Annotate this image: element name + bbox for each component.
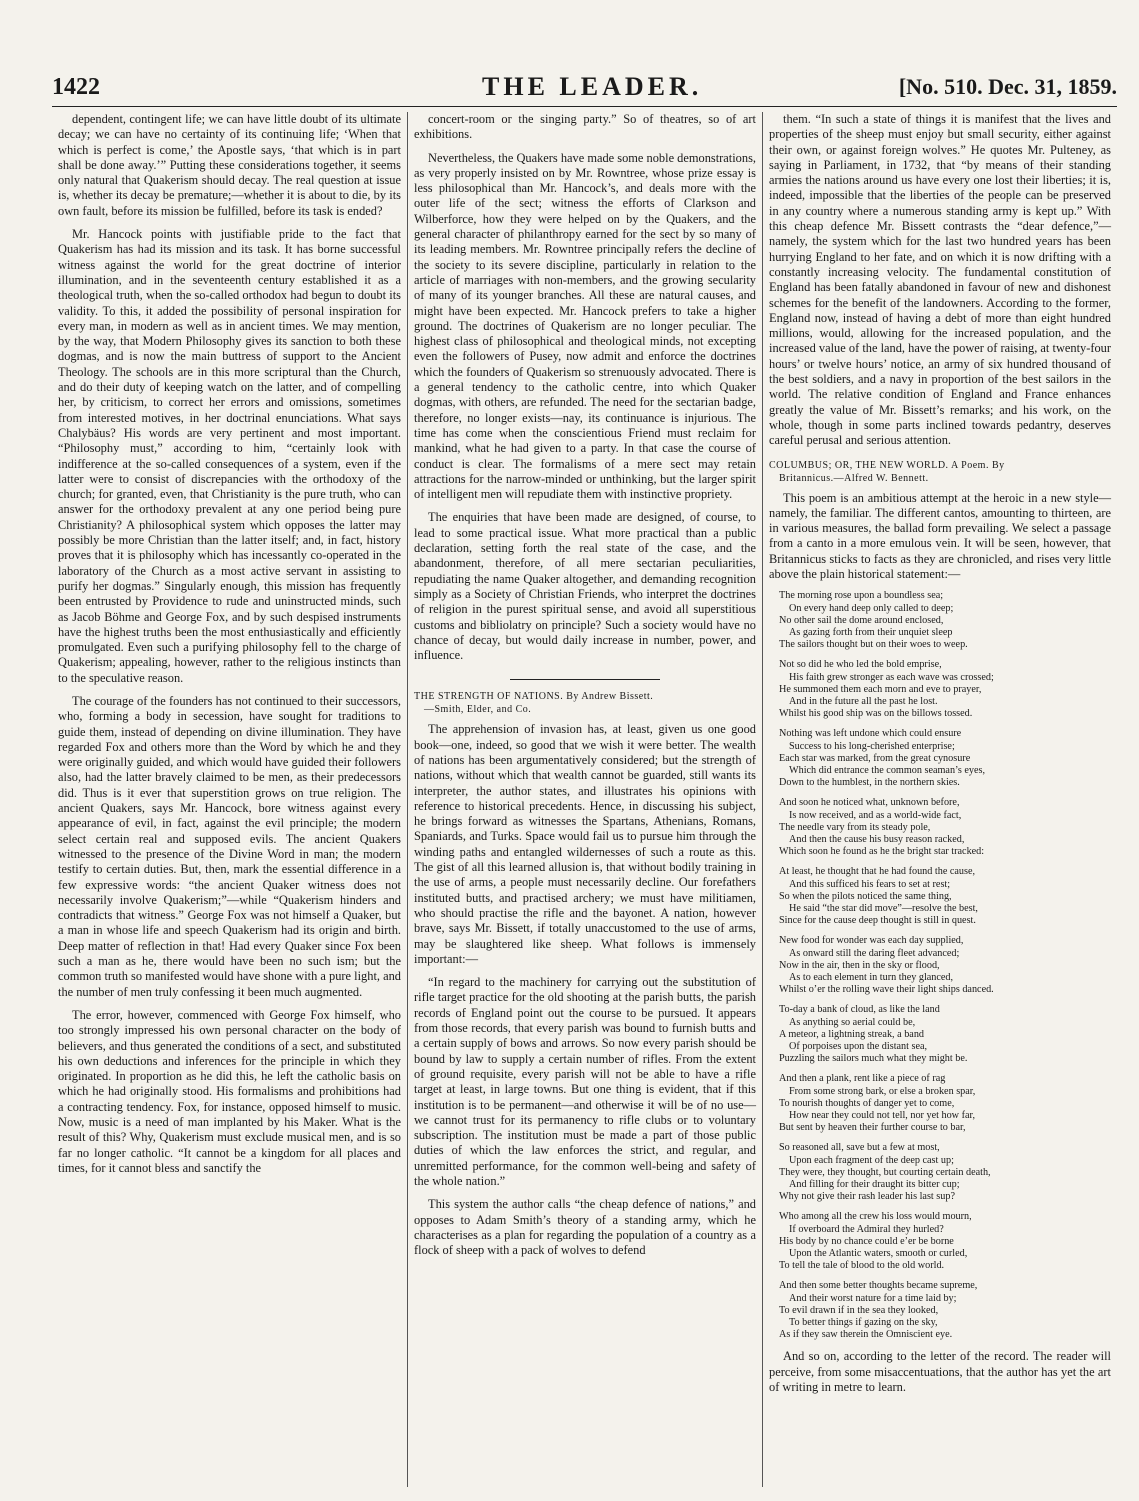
poem-line: To evil drawn if in the sea they looked, <box>779 1304 939 1316</box>
poem-line: The morning rose upon a boundless sea; <box>779 590 944 602</box>
poem-line: Success to his long-cherished enterprise; <box>789 740 955 752</box>
poem-line: Upon each fragment of the deep cast up; <box>789 1154 954 1166</box>
poem-line: And in the future all the past he lost. <box>789 695 938 707</box>
poem-stanza <box>779 935 1111 996</box>
poem-line: Why not give their rash leader his last sup? <box>779 1191 955 1203</box>
review-author: Britannicus.—Alfred W. Bennett. <box>779 472 929 484</box>
poem-line: Who among all the crew his loss would mourn, <box>779 1211 972 1223</box>
poem-line: Upon the Atlantic waters, smooth or curled, <box>789 1248 968 1260</box>
poem-stanza <box>779 866 1111 927</box>
poem-line: And soon he noticed what, unknown before, <box>779 797 960 809</box>
paragraph: The courage of the founders has not continued to their successors, who, forming a body in secession, have sought for traditions to guide them, instead of depending on divine illumination. They have regarded Fox and others more than the Word by which he and they were originally guided, and which would have guided their followers also, had the latter bravely claimed to be men, as their predecessors did. Thus is it ever that superstition grows on true religion. The ancient Quakers, says Mr. Hancock, bore witness against every appearance of evil, in fact, against the evil principle; the modern select certain real and supposed evils. The ancient Quakers witnessed to the presence of the Divine Word in man; the modern testify to certain duties. But, then, mark the essential difference in a few expressive words: “the ancient Quaker witness does not necessarily involve Quakerism;”—while “Quakerism hinders and contradicts that witness.” George Fox was not himself a Quaker, but a man in whose life and speech Quakerism had its origin and birth. Deep matter of reflection in that! Had every Quaker since Fox been such a man as he, there would have been no such ism; but the common truth so manifested would have shone with a pure light, and the number of men truly confessing it been much augmented. <box>58 693 401 999</box>
poem-line: A meteor, a lightning streak, a band <box>779 1028 925 1040</box>
review-title: THE STRENGTH OF NATIONS. By Andrew Bissett. <box>414 691 654 703</box>
paragraph: The error, however, commenced with George Fox himself, who too strongly impressed his own personal character on the body of believers, and thus generated the conditions of a sect, and substituted his own deductions and inferences for the principle in which they originated. In proportion as he did this, he left the catholic basis on which he had originally stood. His formalisms and prohibitions had a contracting tendency. Fox, for instance, opposed himself to music. Now, music is a need of man implanted by his Maker. What is the result of this? Why, Quakerism must exclude musical men, and is so far no longer catholic. “It cannot be a kingdom for all places and times, for it cannot bless and sanctify the <box>58 1007 401 1175</box>
poem-stanza <box>779 728 1111 789</box>
review-title: COLUMBUS; OR, THE NEW WORLD. A Poem. By <box>769 459 1005 471</box>
poem-line: So when the pilots noticed the same thing, <box>779 890 952 902</box>
paragraph: “In regard to the machinery for carrying out the substitution of rifle target practice for the old shooting at the parish butts, the parish records of England point out the course to be pursued. It appears from those records, that every parish was bound to furnish butts and a certain supply of bows and arrows. So now every parish should be bound by law to supply a certain number of rifles. From the extent of ground requisite, every parish will not be able to have a rifle target at least, in large towns. But one thing is evident, that if this institution is to be permanent—and otherwise it will be of no use—we cannot trust for its permanency to rifle clubs or to voluntary subscription. The institution must be made a part of those public duties of which the law enforces the strict, and regular, and unremitted performance, for the common well-being and safety of the whole nation.” <box>414 975 756 1188</box>
poem-line: His body by no chance could e’er be borne <box>779 1235 954 1247</box>
poem-line: Puzzling the sailors much what they might be. <box>779 1053 968 1065</box>
page-header <box>52 72 1117 108</box>
review-publisher: —Smith, Elder, and Co. <box>424 704 532 716</box>
poem-line: How near they could not tell, nor yet how far, <box>789 1110 976 1122</box>
poem-line: Since for the cause deep thought is still in quest. <box>779 915 976 927</box>
poem-line: To tell the tale of blood to the old world. <box>779 1260 945 1272</box>
poem-line: To nourish thoughts of danger yet to come, <box>779 1097 955 1109</box>
column-2 <box>407 112 762 1487</box>
paragraph: Nevertheless, the Quakers have made some noble demonstrations, as very properly insisted on by Mr. Rowntree, whose prize essay is less philosophical than Mr. Hancock’s, and deals more with the outer life of the sect; witness the efforts of Clarkson and Wilberforce, how they were helped on by the Quakers, and the general character of philanthropy earned for the sect by so many of its leading members. Mr. Rowntree principally refers the decline of the society to its severe discipline, particularly in relation to the article of marriages with non-members, and the growing secularity of many of its younger branches. All these are natural causes, and might have been expected. Mr. Hancock prefers to take a higher ground. The doctrines of Quakerism are no longer peculiar. The highest class of philosophical and theological minds, not excepting even the followers of Pusey, now admit and enforce the doctrines which the founders of Quakerism so strenuously advocated. There is a general tendency to the catholic centre, into which Quaker dogmas, with others, are refunded. The need for the sectarian badge, therefore, no longer exists—nay, its continuance is injurious. The time has come when the conscientious Friend must reclaim for mankind, what he had given to a party. In that case the course of conduct is clear. The formalisms of a mere sect may retain attractions for the narrow-minded or unthinking, but the larger spirit of intelligent men will repudiate them with instinctive propriety. <box>414 150 756 502</box>
poem-line: And then some better thoughts became supreme, <box>779 1280 978 1292</box>
poem-line: To-day a bank of cloud, as like the land <box>779 1004 940 1016</box>
issue-info: [No. 510. Dec. 31, 1859. <box>898 74 1117 99</box>
poem-line: Which did entrance the common seaman’s eyes, <box>789 764 986 776</box>
poem-line: If overboard the Admiral they hurled? <box>789 1223 944 1235</box>
poem-line: As anything so aerial could be, <box>789 1016 916 1028</box>
poem-stanza <box>779 1073 1111 1134</box>
poem-line: And then the cause his busy reason racked, <box>789 833 965 845</box>
paragraph: Mr. Hancock points with justifiable pride to the fact that Quakerism has had its mission and its task. It has borne successful witness against the world for the great doctrine of interior illumination, and in the seventeenth century established it as a theological truth, when the so-called orthodox had begun to doubt its validity. To this, it added the possibility of personal inspiration for every man, in modern as well as in ancient times. We may mention, by the way, that Modern Philosophy gives its sanction to both these dogmas, and is now the main buttress of support to the Ancient Theology. The schools are in this more scriptural than the Church, and do their duty of keeping watch on the latter, and of compelling her, by criticism, to correct her errors and omissions, sometimes from interested motives, in her doctrinal enunciations. What says Chalybäus? His words are very pertinent and most important. “Philosophy must,” according to him, “certainly look with indifference at the so-called consequences of a system, even if the latter were to consist of discrepancies with the orthodoxy of the church; for granted, even, that Christianity is the pure truth, who can answer for the orthodoxy prevalent at any one period being pure Christianity? A philosophical system which opposes the latter may possibly be more Christian than the latter itself; and, in fact, history proves that it is philosophy which has incessantly co-operated in the laboratory of the Church as a most active servant in assisting to purify her dogmas.” Singularly enough, this mission has frequently been entrusted by Providence to rude and uninstructed minds, such as Jacob Böhme and George Fox, and by such despised instruments have the highest truths been the most enthusiastically and efficiently promulgated. Even such a purifying philosophy fell to the charge of Quakerism; appealing, however, rather to the religious instincts than to the speculative reason. <box>58 227 401 685</box>
page-number: 1422 <box>52 74 100 100</box>
poem-line: Each star was marked, from the great cynosure <box>779 752 971 764</box>
poem-line: Which soon he found as he the bright star tracked: <box>779 846 985 858</box>
poem-line: He summoned them each morn and eve to prayer, <box>779 683 982 695</box>
poem-stanza <box>779 1211 1111 1272</box>
poem-line: They were, they thought, but courting certain death, <box>779 1166 991 1178</box>
poem-line: So reasoned all, save but a few at most, <box>779 1142 940 1154</box>
poem-stanza <box>779 1142 1111 1203</box>
review-intro: This poem is an ambitious attempt at the heroic in a new style—namely, the familiar. The different cantos, amounting to thirteen, are in various measures, the ballad form prevailing. We select a passage from a canto in a more emulous vein. It will be seen, however, that Britannicus sticks to facts as they are chronicled, and rises very little above the plain historical statement:— <box>769 490 1111 582</box>
poem-line: And filling for their draught its bitter cup; <box>789 1179 960 1191</box>
poem-line: His faith grew stronger as each wave was crossed; <box>789 671 994 683</box>
poem-line: Now in the air, then in the sky or flood, <box>779 959 940 971</box>
poem-line: Of porpoises upon the distant sea, <box>789 1041 928 1053</box>
poem-line: The sailors thought but on their woes to weep. <box>779 639 968 651</box>
column-1 <box>52 112 407 1487</box>
poem-stanza <box>779 590 1111 651</box>
poem-line: As gazing forth from their unquiet sleep <box>789 626 953 638</box>
poem-line: And their worst nature for a time laid by; <box>789 1292 957 1304</box>
poem-line: The needle vary from its steady pole, <box>779 821 931 833</box>
paragraph: The enquiries that have been made are designed, of course, to lead to some practical issue. What more practical than a public declaration, setting forth the real state of the case, and the abandonment, therefore, of all mere sectarian peculiarities, repudiating the name Quaker altogether, and demanding recognition simply as a Society of Christian Friends, who interpret the doctrines of religion in the purest spiritual sense, and avoid all superstitious customs and bibliolatry on principle? Such a society would have no chance of decay, but would daily increase in number, power, and influence. <box>414 510 756 663</box>
poem-line: To better things if gazing on the sky, <box>789 1317 938 1329</box>
poem-stanza <box>779 659 1111 720</box>
poem-line: Whilst o’er the rolling wave their light ships danced. <box>779 984 994 996</box>
poem-line: As if they saw therein the Omniscient eye. <box>779 1329 953 1341</box>
columns <box>52 112 1117 1487</box>
header-rule <box>52 106 1117 107</box>
poem-stanza <box>779 1004 1111 1065</box>
poem-line: Not so did he who led the bold emprise, <box>779 659 942 671</box>
paragraph: dependent, contingent life; we can have little doubt of its ultimate decay; we can have no certainty of its continuing life; ‘When that which is perfect is come,’ the Apostle says, ‘that which is in part shall be done away.’” Putting these considerations together, it seems only natural that Quakerism should decay. The real question at issue is, whether its decay be premature;—whether it is about to die, by its own fault, before its mission be fulfilled, before its task is ended? <box>58 112 401 218</box>
poem-line: And this sufficed his fears to set at rest; <box>789 878 951 890</box>
paragraph: The apprehension of invasion has, at least, given us one good book—one, indeed, so good that we wish it were better. The wealth of nations has been argumentatively considered; but the strength of nations, without which that wealth cannot be guarded, still wants its interpreter, the author states, and illustrates his opinions with reference to historical precedents. Hence, in discussing his subject, he brings forward as witnesses the Spartans, Athenians, Romans, Spaniards, and Turks. Space would fail us to pursue him through the winding paths and entangled wildernesses of such a route as this. The gist of all this learned allusion is, that without bodily training in the use of arms, a people must necessarily decline. Our forefathers instituted butts, and practised archery; we must have militiamen, who should practise the rifle and the bayonet. A nation, however brave, says Mr. Bissett, if totally unaccustomed to the use of arms, may be slaughtered like sheep. What follows is immensely important:— <box>414 722 756 966</box>
poem-line: On every hand deep only called to deep; <box>789 602 954 614</box>
paragraph: concert-room or the singing party.” So of theatres, so of art exhibitions. <box>414 112 756 142</box>
poem-line: As onward still the daring fleet advanced; <box>789 947 960 959</box>
review-closing: And so on, according to the letter of the record. The reader will perceive, from some misaccentuations, that the author has yet the art of writing in metre to learn. <box>769 1349 1111 1395</box>
poem-line: Whilst his good ship was on the billows tossed. <box>779 708 973 720</box>
poem-line: From some strong bark, or else a broken spar, <box>789 1085 976 1097</box>
poem-line: As to each element in turn they glanced, <box>789 972 954 983</box>
poem-stanza <box>779 1280 1111 1341</box>
poem-line: New food for wonder was each day supplied, <box>779 935 964 947</box>
review-heading-columbus <box>769 459 1111 485</box>
paragraph: This system the author calls “the cheap defence of nations,” and opposes to Adam Smith’s theory of a standing army, which he characterises as a plan for regarding the population of a country as a flock of sheep with a pack of wolves to defend <box>414 1197 756 1258</box>
poem-line: Down to the humblest, in the northern skies. <box>779 777 960 789</box>
review-heading-strength-of-nations <box>414 690 756 716</box>
poem-stanza <box>779 797 1111 858</box>
poem-line: No other sail the dome around enclosed, <box>779 614 944 626</box>
poem-line: Is now received, and as a world-wide fact, <box>789 809 962 821</box>
poem-line: At least, he thought that he had found the cause, <box>779 866 976 878</box>
poem-line: But sent by heaven their further course to bar, <box>779 1122 966 1134</box>
masthead-title: THE LEADER. <box>482 72 703 101</box>
paragraph: them. “In such a state of things it is manifest that the lives and properties of the sheep must enjoy but small security, either against their own, or against foreign wolves.” He quotes Mr. Pulteney, as saying in Parliament, in 1732, that “by means of their standing armies the nations around us have every one lost their liberties; it is, indeed, impossible that the liberties of the people can be preserved in any country where a numerous standing army is kept up.” With this cheap defence Mr. Bissett contrasts the “dear defence,”—namely, the system which for the last two hundred years has been hurrying England to her fate, and on which it is now drifting with a constantly increasing velocity. The fundamental constitution of England has been fatally abandoned in favour of new and dishonest schemes for the benefit of the landowners. According to the former, England now, instead of having a debt of more than eight hundred millions, would, allowing for the increased population, and the increased value of the land, have the power of raising, at twenty-four hours’ or twelve hours’ notice, an army of six hundred thousand of the best soldiers, and a navy in proportion of the best sailors in the world. The relative condition of England and France enhances greatly the value of Mr. Bissett’s remarks; and his work, on the whole, though in some parts inclined towards pedantry, deserves careful perusal and serious attention. <box>769 112 1111 448</box>
column-3 <box>762 112 1117 1487</box>
section-separator <box>510 679 660 680</box>
poem-line: Nothing was left undone which could ensure <box>779 728 962 740</box>
poem-excerpt <box>769 590 1111 1341</box>
poem-line: He said “the star did move”—resolve the best, <box>789 902 978 914</box>
poem-line: And then a plank, rent like a piece of rag <box>779 1073 946 1085</box>
